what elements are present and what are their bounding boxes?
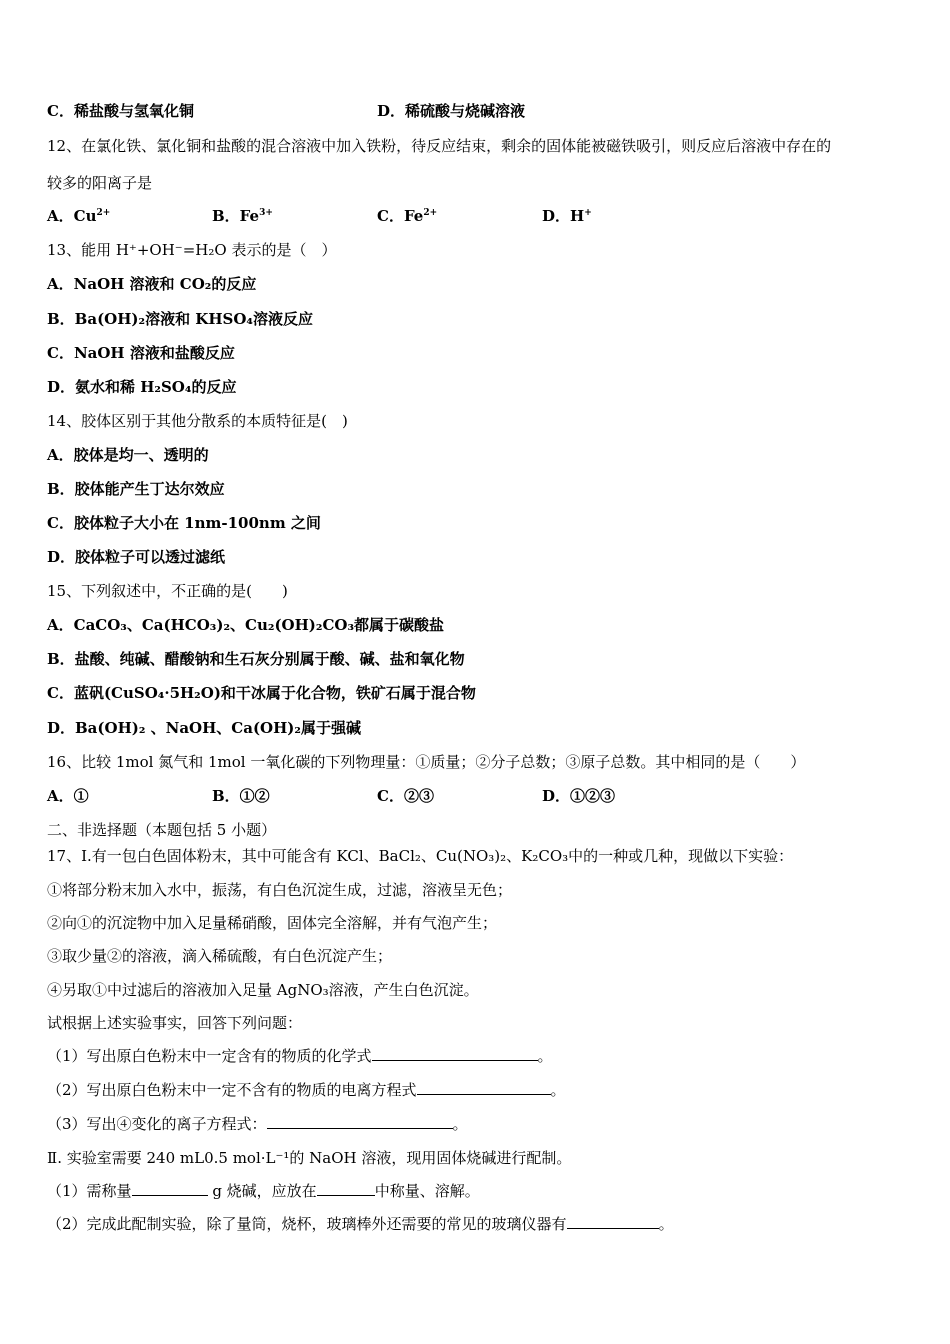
q13-option-b: B．Ba(OH)₂溶液和 KHSO₄溶液反应 — [47, 310, 313, 328]
answer-blank[interactable] — [417, 1080, 551, 1095]
q16-stem: 16、比较 1mol 氮气和 1mol 一氧化碳的下列物理量：①质量；②分子总数；③原子总数。其中相同的是（ ） — [47, 753, 806, 771]
answer-blank[interactable] — [267, 1114, 453, 1129]
q13-stem: 13、能用 H⁺+OH⁻=H₂O 表示的是（ ） — [47, 241, 337, 259]
q16-option-d: D．①②③ — [542, 787, 616, 805]
q17-sub-3: （3）写出④变化的离子方程式： 。 — [47, 1115, 468, 1133]
q12-stem-line2: 较多的阳离子是 — [47, 174, 153, 192]
q11-option-d: D．稀硫酸与烧碱溶液 — [377, 102, 526, 120]
q17-step-2: ②向①的沉淀物中加入足量稀硝酸，固体完全溶解，并有气泡产生； — [47, 914, 498, 932]
answer-blank[interactable] — [132, 1181, 208, 1196]
q14-option-a: A．胶体是均一、透明的 — [47, 446, 209, 464]
q13-option-d: D．氨水和稀 H₂SO₄的反应 — [47, 378, 237, 396]
q16-option-b: B．①② — [212, 787, 270, 805]
q15-option-c: C．蓝矾(CuSO₄·5H₂O)和干冰属于化合物，铁矿石属于混合物 — [47, 684, 476, 702]
q14-option-b: B．胶体能产生丁达尔效应 — [47, 480, 225, 498]
q15-option-b: B．盐酸、纯碱、醋酸钠和生石灰分别属于酸、碱、盐和氧化物 — [47, 650, 465, 668]
q12-option-d: D．H+ — [542, 207, 592, 225]
section-heading: 二、非选择题（本题包括 5 小题） — [47, 821, 277, 839]
answer-blank[interactable] — [567, 1214, 659, 1229]
q16-option-a: A．① — [47, 787, 89, 805]
q17-sub-2: （2）写出原白色粉末中一定不含有的物质的电离方程式 。 — [47, 1081, 566, 1099]
q17-step-4: ④另取①中过滤后的溶液加入足量 AgNO₃溶液，产生白色沉淀。 — [47, 981, 479, 999]
q17-part-2: Ⅱ. 实验室需要 240 mL0.5 mol·L⁻¹的 NaOH 溶液，现用固体烧碱进行配制。 — [47, 1149, 572, 1167]
q17-part2-sub-2: （2）完成此配制实验，除了量筒，烧杯，玻璃棒外还需要的常见的玻璃仪器有 。 — [47, 1215, 674, 1233]
q17-part2-sub-1: （1）需称量 g 烧碱，应放在 中称量、溶解。 — [47, 1182, 480, 1200]
q12-option-c: C．$Fe^{2+}$ — [377, 207, 438, 225]
q15-option-a: A．CaCO₃、Ca(HCO₃)₂、Cu₂(OH)₂CO₃都属于碳酸盐 — [47, 616, 445, 634]
q13-option-c: C．NaOH 溶液和盐酸反应 — [47, 344, 235, 362]
q17-stem: 17、Ⅰ.有一包白色固体粉末，其中可能含有 KCl、BaCl₂、Cu(NO₃)₂、K₂CO₃中的一种或几种，现做以下实验： — [47, 847, 794, 865]
q17-step-1: ①将部分粉末加入水中，振荡，有白色沉淀生成，过滤，溶液呈无色； — [47, 881, 513, 899]
q12-stem-line1: 12、在氯化铁、氯化铜和盐酸的混合溶液中加入铁粉，待反应结束，剩余的固体能被磁铁吸引，则反应后溶液中存在的 — [47, 137, 832, 155]
q14-stem: 14、胶体区别于其他分散系的本质特征是( ) — [47, 412, 348, 430]
q16-option-c: C．②③ — [377, 787, 434, 805]
q12-option-a: A．$Cu^{2+}$ — [47, 207, 111, 225]
q17-prompt: 试根据上述实验事实，回答下列问题： — [47, 1014, 303, 1032]
q12-option-b: B．$Fe^{3+}$ — [212, 207, 273, 225]
q13-option-a: A．NaOH 溶液和 CO₂的反应 — [47, 275, 257, 293]
answer-blank[interactable] — [372, 1046, 538, 1061]
q11-option-c: C．稀盐酸与氢氧化铜 — [47, 102, 194, 120]
answer-blank[interactable] — [317, 1181, 375, 1196]
q17-sub-1: （1）写出原白色粉末中一定含有的物质的化学式 。 — [47, 1047, 553, 1065]
q17-step-3: ③取少量②的溶液，滴入稀硫酸，有白色沉淀产生； — [47, 947, 393, 965]
q15-stem: 15、下列叙述中，不正确的是( ) — [47, 582, 288, 600]
q14-option-c: C．胶体粒子大小在 1nm-100nm 之间 — [47, 514, 321, 532]
q15-option-d: D．Ba(OH)₂ 、NaOH、Ca(OH)₂属于强碱 — [47, 719, 361, 737]
q14-option-d: D．胶体粒子可以透过滤纸 — [47, 548, 226, 566]
